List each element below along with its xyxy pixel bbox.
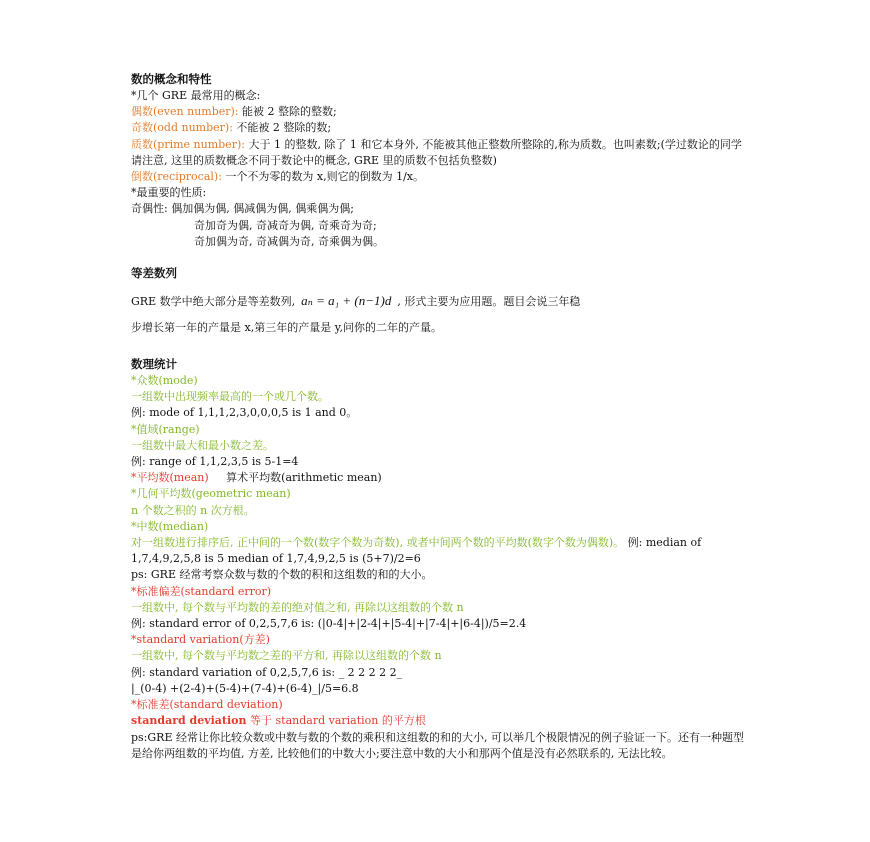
arithmetic-text — [131, 288, 751, 315]
even-desc: 能被 2 整除的整数; — [238, 105, 337, 119]
median-ps: ps: GRE 经常考察众数与数的个数的积和这组数的和的大小。 — [131, 568, 433, 582]
mode-term: *众数(mode) — [131, 374, 198, 388]
section-title-statistics: 数理统计 — [131, 357, 177, 372]
parity-rule-2: 奇加奇为偶, 奇减奇为偶, 奇乘奇为奇; — [194, 218, 377, 232]
mode-example: 例: mode of 1,1,1,2,3,0,0,0,5 is 1 and 0。 — [131, 406, 358, 420]
se-term: *标准偏差(standard error) — [131, 584, 272, 598]
arithmetic-text-after: , 形式主要为应用题。题目会说三年稳 — [397, 295, 581, 309]
se-example: 例: standard error of 0,2,5,7,6 is: (|0-4|+|2-4|+|5-4|+|7-4|+|6-4|)/5=2.4 — [131, 617, 527, 631]
reciprocal-term: 倒数(reciprocal): — [131, 170, 222, 184]
geo-term: *几何平均数(geometric mean) — [131, 487, 291, 501]
even-definition — [131, 104, 751, 120]
odd-definition — [131, 120, 751, 136]
section-title-arithmetic: 等差数列 — [131, 266, 177, 281]
reciprocal-definition — [131, 169, 751, 185]
prime-definition — [131, 137, 751, 169]
var-desc: 一组数中, 每个数与平均数之差的平方和, 再除以这组数的个数 n — [131, 649, 442, 663]
concepts-intro: *几个 GRE 最常用的概念: — [131, 89, 261, 102]
median-example: 例: median of 1,7,4,9,2,5,8 is 5 median of 1,7,4,9,2,5 is (5+7)/2=6 — [131, 536, 702, 566]
mean-definition — [131, 470, 751, 486]
mean-desc: 算术平均数(arithmetic mean) — [226, 471, 382, 485]
odd-term: 奇数(odd number): — [131, 121, 233, 135]
reciprocal-desc: 一个不为零的数为 x,则它的倒数为 1/x。 — [221, 170, 425, 184]
prime-term: 质数(prime number): — [131, 137, 245, 151]
final-ps: ps:GRE 经常让你比较众数或中数与数的个数的乘积和这组数的和的大小, 可以举几个极限情况的例子验证一下。还有一种题型是给你两组数的平均值, 方差, 比较他们的中数大小;要注意中数的大小和那两个值是没有必然联系的, 无法比较。 — [131, 730, 744, 760]
parity-rule-1 — [131, 201, 751, 217]
var-example-2: |_(0-4) +(2-4)+(5-4)+(7-4)+(6-4)_|/5=6.8 — [131, 681, 359, 695]
arithmetic-text-before: GRE 数学中绝大部分是等差数列, — [131, 295, 296, 309]
mode-desc: 一组数中出现频率最高的一个或几个数。 — [131, 390, 329, 404]
parity-text-1: 偶加偶为偶, 偶减偶为偶, 偶乘偶为偶; — [171, 202, 354, 216]
var-example: 例: standard variation of 0,2,5,7,6 is: _ 2 2 2 2 2_ — [131, 665, 403, 679]
arithmetic-formula: aₙ = a₁ + (n−1)d — [301, 293, 392, 309]
range-desc: 一组数中最大和最小数之差。 — [131, 438, 274, 452]
median-desc: 对一组数进行排序后, 正中间的一个数(数字个数为奇数), 或者中间两个数的平均数(数字个数为偶数)。 — [131, 536, 625, 550]
odd-desc: 不能被 2 整除的数; — [232, 121, 332, 135]
sd-desc-red: standard deviation — [131, 714, 247, 728]
document-page — [131, 70, 751, 762]
geo-desc: n 个数之积的 n 次方根。 — [131, 503, 255, 517]
mean-term: *平均数(mean) — [131, 471, 209, 485]
arithmetic-line2: 步增长第一年的产量是 x,第三年的产量是 y,问你的二年的产量。 — [131, 321, 442, 335]
even-term: 偶数(even number): — [131, 105, 239, 119]
important-properties: *最重要的性质: — [131, 186, 207, 200]
median-definition — [131, 535, 751, 567]
range-example: 例: range of 1,1,2,3,5 is 5-1=4 — [131, 455, 299, 469]
prime-desc: 大于 1 的整数, 除了 1 和它本身外, 不能被其他正整数所整除的,称为质数。也叫素数;(学过数论的同学请注意, 这里的质数概念不同于数论中的概念, GRE 里的质数不包括负整数) — [131, 137, 742, 167]
parity-rule-3: 奇加偶为奇, 奇减偶为奇, 奇乘偶为偶。 — [194, 234, 384, 248]
median-term: *中数(median) — [131, 519, 209, 533]
sd-desc-rest: 等于 standard variation 的平方根 — [246, 714, 426, 728]
se-desc: 一组数中, 每个数与平均数的差的绝对值之和, 再除以这组数的个数 n — [131, 600, 464, 614]
section-title-concepts: 数的概念和特性 — [131, 72, 212, 86]
range-term: *值域(range) — [131, 422, 200, 436]
sd-term: *标准差(standard deviation) — [131, 698, 283, 712]
sd-definition — [131, 713, 751, 729]
parity-label: 奇偶性: — [131, 202, 168, 216]
var-term: *standard variation(方差) — [131, 633, 270, 647]
